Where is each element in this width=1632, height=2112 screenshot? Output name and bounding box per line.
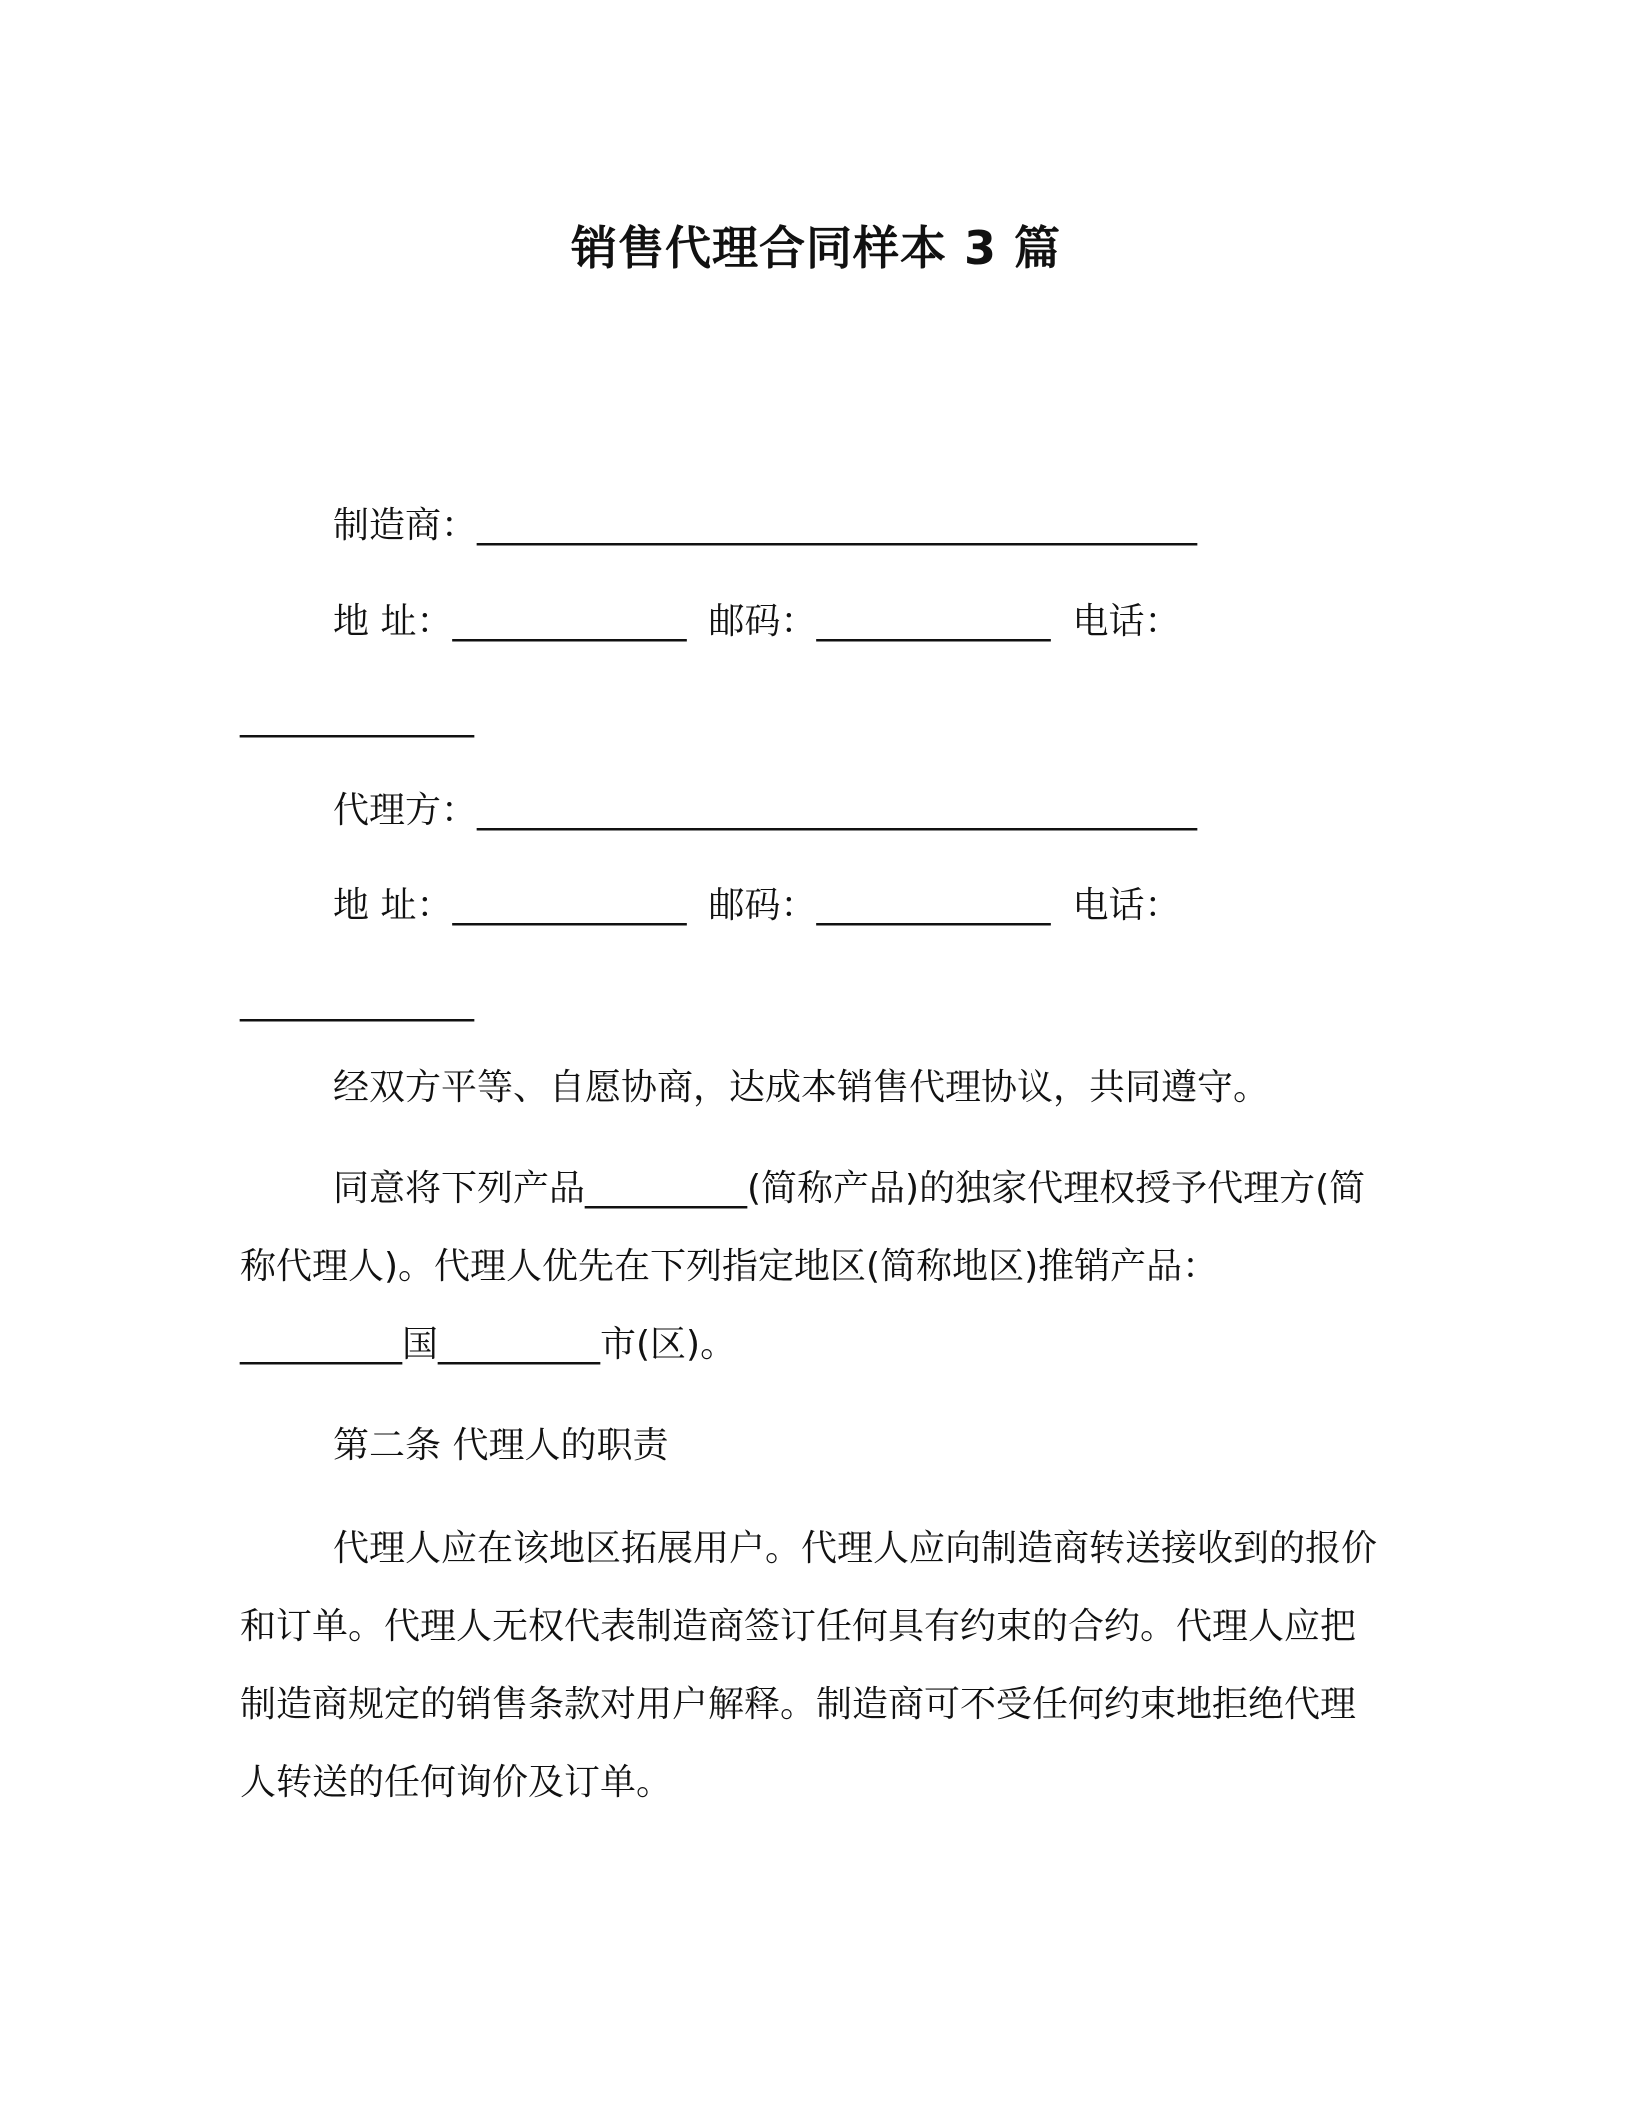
agent-phone-label: 电话： — [1072, 885, 1181, 926]
manufacturer-postcode-label: 邮码： — [708, 601, 817, 642]
manufacturer-line — [333, 500, 1197, 552]
manufacturer-label: 制造商： — [333, 505, 478, 546]
preamble: 经双方平等、自愿协商，达成本销售代理协议，共同遵守。 — [333, 1067, 1270, 1108]
page-title: 销售代理合同样本 3 篇 — [570, 221, 1062, 275]
agent-address-label: 地 址： — [333, 885, 453, 926]
manufacturer-phone-label: 电话： — [1072, 601, 1181, 642]
manufacturer-phone-blank-line — [240, 692, 474, 744]
agent-postcode-label: 邮码： — [708, 885, 817, 926]
agent-contact-line — [333, 880, 1180, 932]
manufacturer-contact-line — [333, 596, 1180, 648]
agent-blank: ________________________________________ — [477, 790, 1198, 831]
agent-address-blank: _____________ — [452, 885, 687, 926]
agent-label: 代理方： — [333, 790, 478, 831]
article1-paragraph: 同意将下列产品_________(简称产品)的独家代理权授予代理方(简称代理人)。代理人优先在下列指定地区(简称地区)推销产品：_________国_________市(区)。 — [240, 1168, 1366, 1365]
manufacturer-phone-blank: _____________ — [240, 697, 474, 738]
agent-phone-blank: _____________ — [240, 981, 474, 1022]
agent-line — [333, 785, 1197, 837]
manufacturer-postcode-blank: _____________ — [816, 601, 1051, 642]
article2-heading: 第二条 代理人的职责 — [333, 1425, 669, 1466]
manufacturer-address-label: 地 址： — [333, 601, 453, 642]
article2-paragraph: 代理人应在该地区拓展用户。代理人应向制造商转送接收到的报价和订单。代理人无权代表制造商签订任何具有约束的合约。代理人应把制造商规定的销售条款对用户解释。制造商可不受任何约束地拒绝代理人转送的任何询价及订单。 — [240, 1528, 1378, 1803]
manufacturer-blank: ________________________________________ — [477, 505, 1198, 546]
manufacturer-address-blank: _____________ — [452, 601, 687, 642]
agent-phone-blank-line — [240, 976, 474, 1028]
agent-postcode-blank: _____________ — [816, 885, 1051, 926]
